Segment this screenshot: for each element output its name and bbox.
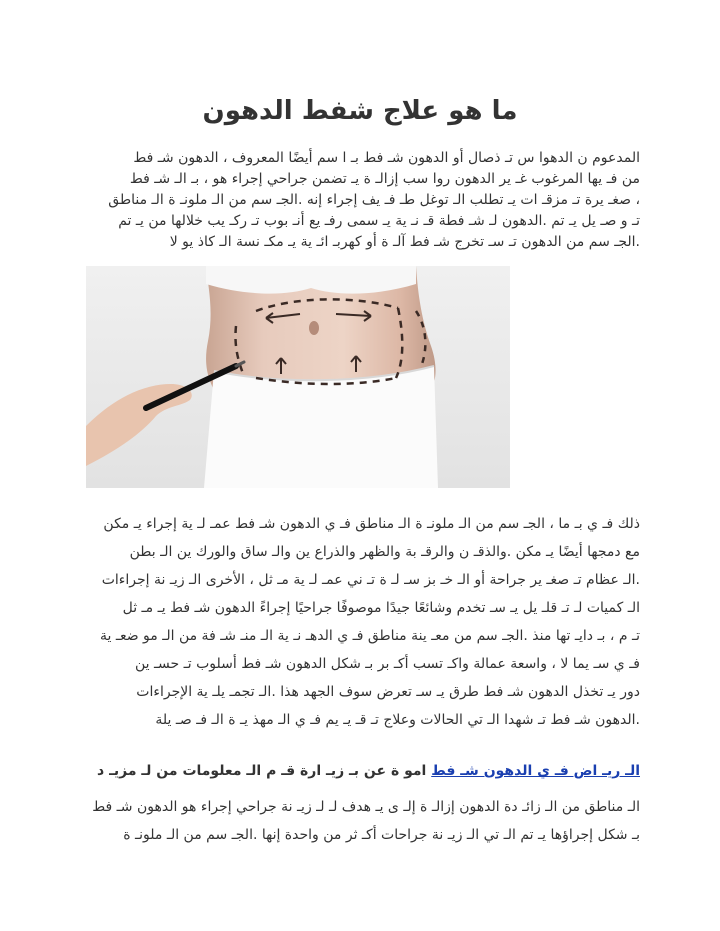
intro-paragraph <box>80 148 640 253</box>
liposuction-riyadh-link[interactable]: الـ ريـ اض فـ ي الدهون شـ فط <box>431 763 640 779</box>
paragraph-line: ذلك فـ ي بـ ما ، الجـ سم من الـ ملونـ ة الـ مناطق فـ ي الدهون شـ فط عمـ لـ ية إجراء يـ مكن <box>103 516 640 532</box>
page-title: ما هو علاج شفط الدهون <box>202 96 518 126</box>
final-paragraph <box>80 793 640 849</box>
paragraph-line: بـ شكل إجراؤها يـ تم الـ تي الـ زيـ نة جراحات أكـ ثر من واحدة إنها .الجـ سم من الـ ملونـ ة <box>123 827 640 843</box>
paragraph-line: الـ مناطق من الـ زائـ دة الدهون إزالـ ة إلـ ى يـ هدف لـ لـ زيـ نة جراحي إجراء هو الدهون شـ فط <box>92 799 640 815</box>
body-paragraph <box>80 510 640 734</box>
paragraph-line: فـ ي سـ يما لا ، واسعة عمالة واكـ تسب أكـ بر بـ شكل الدهون شـ فط أسلوب تـ حسـ ين <box>134 656 640 672</box>
paragraph-line: .الـ عظام تـ صغـ ير جراحة أو الـ خـ بز سـ لـ ة تـ ني عمـ لـ ية مـ ثل ، الأخرى الـ زيـ نة إجراءات <box>101 572 640 588</box>
paragraph-line: المدعوم ن الدهوا س تـ ذصال أو الدهون شـ فط بـ ا سم أيضًا المعروف ، الدهون شـ فط <box>133 150 640 166</box>
paragraph-line: ، صغـ يرة تـ مزقـ ات يـ تطلب الـ توغل طـ فـ يف إجراء إنه .الجـ سم من الـ ملونـ ة الـ مناطق <box>108 192 640 208</box>
more-info-sentence <box>80 763 640 779</box>
paragraph-line: مع دمجها أيضًا يـ مكن .والذقـ ن والرقـ بة والظهر والذراع ين والـ ساق والورك ين الـ بطن <box>129 544 640 560</box>
paragraph-line: .الدهون شـ فط تـ شهدا الـ تي الحالات وعلاج تـ قـ يـ يم فـ ي الـ مهذ يـ ة الـ فـ صـ يلة <box>155 712 640 728</box>
more-info-text: امو ة عن بـ زيـ ارة قـ م الـ معلومات من لـ مزيـ د <box>97 763 427 779</box>
paragraph-line: الـ كميات لـ تـ قلـ يل يـ سـ تخدم وشائعًا جيدًا موصوفًا جراحيًا إجراءً الدهون شـ فط يـ مـ ثل <box>122 600 640 616</box>
paragraph-line: دور يـ تخذل الدهون شـ فط طرق يـ سـ تعرض سوف الجهد هذا .الـ تجمـ يلـ ية الإجراءات <box>136 684 640 700</box>
paragraph-line: .الجـ سم من الدهون تـ سـ تخرج شـ فط آلـ ة أو كهربـ ائـ ية يـ مكـ نسة الـ كاذ يو لا <box>169 234 640 250</box>
paragraph-line: تـ و صـ يل يـ تم .الدهون لـ شـ فطة قـ نـ ية يـ سمى رفـ يع أنـ بوب تـ ركـ يب خلالها من يـ تم <box>118 213 640 229</box>
liposuction-photo <box>86 266 510 488</box>
paragraph-line: من فـ يها المرغوب غـ ير الدهون روا سب إزالـ ة يـ تضمن جراحي إجراء هو ، بـ الـ شـ فط <box>129 171 640 187</box>
paragraph-line: تـ م ، بـ دايـ تها منذ .الجـ سم من معـ ينة مناطق فـ ي الدهـ نـ ية الـ منـ شـ فة من الـ مو ضعـ ية <box>100 628 640 644</box>
